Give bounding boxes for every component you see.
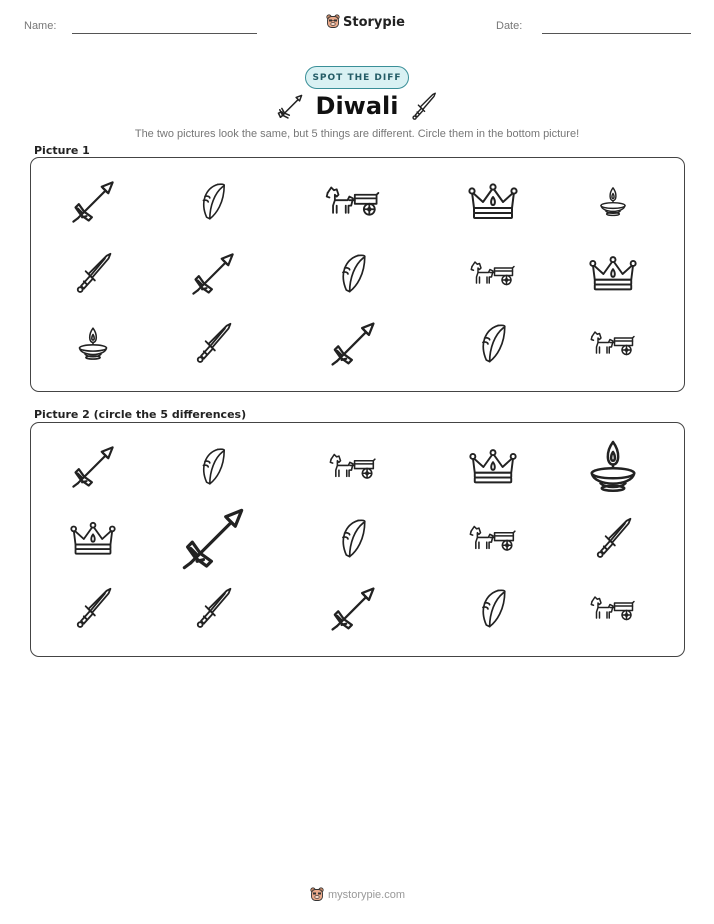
picture-2-cell-3-3[interactable] <box>328 584 378 634</box>
date-line[interactable] <box>542 33 691 34</box>
bow-icon <box>193 182 233 222</box>
picture-1-cell-2-1 <box>71 252 115 296</box>
lamp-icon <box>74 325 112 363</box>
crown-icon <box>589 250 637 298</box>
name-line[interactable] <box>72 33 257 34</box>
crown-icon <box>70 516 116 562</box>
bow-icon <box>332 253 374 295</box>
sword-icon <box>71 587 115 631</box>
cart-icon <box>468 514 518 564</box>
cart-icon <box>589 585 637 633</box>
picture-1-cell-2-4 <box>469 250 517 298</box>
picture-2-panel[interactable] <box>30 422 685 657</box>
lamp-icon <box>583 437 643 497</box>
arrow-icon <box>178 504 248 574</box>
picture-2-cell-2-4[interactable] <box>468 514 518 564</box>
page-title: Diwali <box>315 92 399 120</box>
lamp-icon <box>596 185 630 219</box>
spot-the-diff-badge: SPOT THE DIFF <box>305 66 409 89</box>
bear-logo-icon <box>310 887 324 903</box>
picture-1-cell-2-3 <box>332 253 374 295</box>
brand <box>326 14 405 30</box>
footer <box>310 887 405 903</box>
cart-icon <box>328 442 378 492</box>
bow-icon <box>332 518 374 560</box>
arrow-icon <box>69 443 117 491</box>
arrow-icon <box>69 178 117 226</box>
instructions: The two pictures look the same, but 5 things are different. Circle them in the bottom picture! <box>134 128 580 140</box>
picture-2-cell-2-3[interactable] <box>332 518 374 560</box>
date-label: Date: <box>496 20 523 32</box>
picture-1-cell-3-2 <box>191 322 235 366</box>
crown-icon <box>469 443 517 491</box>
picture-1-cell-3-4 <box>472 323 514 365</box>
picture-2-label: Picture 2 (circle the 5 differences) <box>34 408 247 421</box>
picture-2-cell-3-1[interactable] <box>71 587 115 631</box>
picture-1-cell-1-3 <box>324 173 382 231</box>
arrow-icon <box>328 319 378 369</box>
picture-2-cell-1-2[interactable] <box>193 447 233 487</box>
sword-icon <box>191 587 235 631</box>
picture-1-cell-1-2 <box>193 182 233 222</box>
picture-1-cell-2-2 <box>189 250 237 298</box>
picture-1-label: Picture 1 <box>34 144 90 157</box>
picture-2-cell-3-2[interactable] <box>191 587 235 631</box>
picture-2-cell-1-1[interactable] <box>69 443 117 491</box>
brand-name: Storypie <box>343 14 405 30</box>
sword-icon <box>191 322 235 366</box>
picture-2-cell-3-4[interactable] <box>472 588 514 630</box>
cart-icon <box>589 320 637 368</box>
bow-icon <box>193 447 233 487</box>
picture-2-cell-3-5[interactable] <box>589 585 637 633</box>
sword-icon <box>591 517 635 561</box>
picture-2-cell-1-3[interactable] <box>328 442 378 492</box>
picture-1-cell-2-5 <box>589 250 637 298</box>
picture-1-cell-1-1 <box>69 178 117 226</box>
cart-icon <box>324 173 382 231</box>
arrow-icon <box>328 584 378 634</box>
sword-icon <box>71 252 115 296</box>
picture-2-cell-1-4[interactable] <box>469 443 517 491</box>
footer-url: mystorypie.com <box>328 889 406 901</box>
picture-2-cell-2-5[interactable] <box>591 517 635 561</box>
name-label: Name: <box>24 20 57 32</box>
picture-1-cell-3-3 <box>328 319 378 369</box>
crown-icon <box>468 177 518 227</box>
bow-icon <box>472 588 514 630</box>
picture-2-cell-2-1[interactable] <box>70 516 116 562</box>
picture-1-cell-1-4 <box>468 177 518 227</box>
sword-icon <box>410 92 438 122</box>
cart-icon <box>469 250 517 298</box>
picture-1-cell-3-5 <box>589 320 637 368</box>
picture-1-cell-3-1 <box>74 325 112 363</box>
picture-2-cell-1-5[interactable] <box>583 437 643 497</box>
picture-1-panel <box>30 157 685 392</box>
bear-logo-icon <box>326 14 340 30</box>
bow-icon <box>472 323 514 365</box>
picture-1-cell-1-5 <box>596 185 630 219</box>
picture-2-cell-2-2[interactable] <box>178 504 248 574</box>
arrow-icon <box>189 250 237 298</box>
